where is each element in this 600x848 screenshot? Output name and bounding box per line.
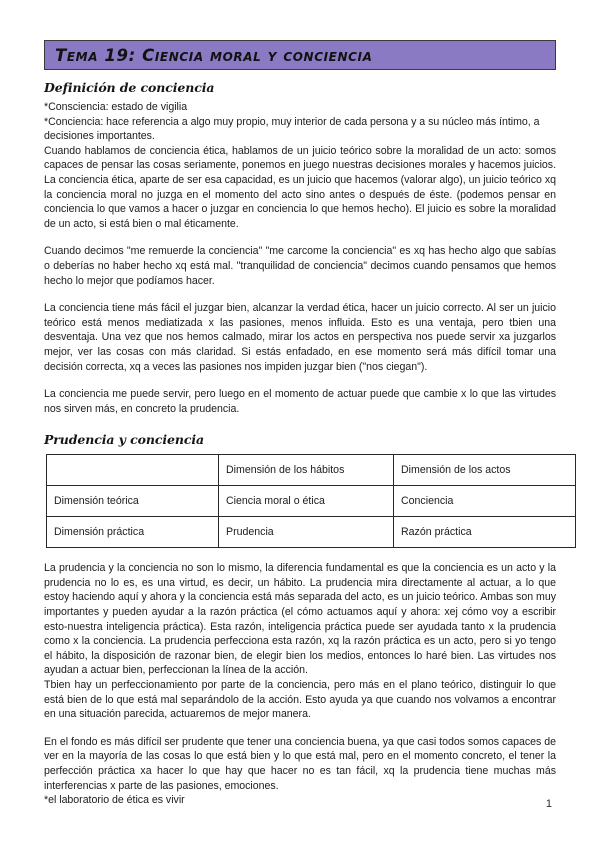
paragraph-dificultad-prudencia: En el fondo es más difícil ser prudente que tener una conciencia buena, ya que casi todos somos capaces de ver en la mayoría de las cosas lo que está bien y lo que está mal, pero en el momento concreto, el tener la perfección práctica xa hacer lo que hay que hacer no es tan fácil, xq la prudencia tiene muchas más interferencias x parte de las pasiones, emociones. (44, 735, 556, 792)
table-cell-razon-practica: Razón práctica (394, 517, 576, 548)
paragraph-consciencia-vigilia: *Consciencia: estado de vigilia (44, 101, 188, 113)
table-cell-ciencia-moral: Ciencia moral o ética (219, 486, 394, 517)
table-header-habitos: Dimensión de los hábitos (219, 455, 394, 486)
table-row (47, 517, 576, 548)
paragraph-laboratorio-etica: *el laboratorio de ética es vivir (44, 794, 185, 807)
table-cell-prudencia: Prudencia (219, 517, 394, 548)
paragraph-juzgar-bien: La conciencia tiene más fácil el juzgar bien, alcanzar la verdad ética, hacer un juicio correcto. Al ser un juicio teórico está menos mediatizada x las pasiones, menos influida. Esto es una ventaja, pero tbien una desventaja. Una vez que nos hemos calmado, mirar los actos en perspectiva nos puede servir xa juzgarlos mejor, ver las cosas con más claridad. Si estás enfadado, en ese momento será más difícil tomar una decisión correcta, xq a veces las pasiones nos impiden juzgar bien ("nos ciegan"). (44, 302, 556, 373)
section-heading-prudencia: Prudencia y conciencia (44, 432, 204, 448)
paragraph-prudencia-vs-conciencia: La prudencia y la conciencia no son lo mismo, la diferencia fundamental es que la conciencia es un acto y la prudencia no lo es, es una virtud, es decir, un hábito. La prudencia mira directamente al actuar, a lo que estoy haciendo aquí y ahora y la conciencia está más separada del acto, es un juicio teórico. Ambas son muy importantes y pueden ayudar a la razón práctica (el cómo actuamos aquí y ahora: xej cómo voy a escribir esto-nuestra inteligencia práctica). Esta razón, inteligencia práctica puede ser ayudada tanto x la prudencia como x la conciencia. La prudencia perfecciona esta razón, xq la razón práctica es un acto, pero si yo tengo el hábito, la disposición de razonar bien, de elegir bien los medios, entonces lo haré bien. Las virtudes nos ayudan a actuar bien, perfeccionan la línea de la acción. (44, 562, 556, 677)
paragraph-perfeccionamiento-conciencia: Tbien hay un perfeccionamiento por parte de la conciencia, pero más en el plano teórico, distinguir lo que está bien de lo que está mal separándolo de la acción. Esto ayuda ya que cuando nos volvamos a encontrar en una situación parecida, actuaremos de mejor manera. (44, 679, 556, 721)
table-cell-conciencia: Conciencia (394, 486, 576, 517)
title-banner (44, 40, 556, 70)
page-number: 1 (545, 798, 552, 810)
document-title: Tema 19: Ciencia moral y conciencia (55, 45, 373, 65)
table-row (47, 455, 576, 486)
paragraph-conciencia-etica: Cuando hablamos de conciencia ética, hablamos de un juicio teórico sobre la moralidad de un acto: somos capaces de pensar las cosas seriamente, ponemos en juego nuestras decisiones morales y hacemos juicios. La conciencia ética, aparte de ser esa capacidad, es un juicio que hacemos (valorar algo), un juicio teórico xq la conciencia moral no juzga en el momento del acto sino antes o después de éste. (podemos pensar en conciencia lo que vamos a hacer o juzgar en conciencia lo que hemos hecho). El juicio es sobre la moralidad de un acto, si está bien o mal éticamente. (44, 144, 556, 230)
table-rowheader-teorica: Dimensión teórica (47, 486, 219, 517)
table-rowheader-practica: Dimensión práctica (47, 517, 219, 548)
paragraph-conciencia-definicion: *Conciencia: hace referencia a algo muy propio, muy interior de cada persona y a su núcleo más íntimo, a decisiones importantes. (44, 115, 540, 143)
paragraph-remordimiento: Cuando decimos "me remuerde la conciencia" "me carcome la conciencia" es xq has hecho algo que sabías o deberías no haber hecho xq está mal. "tranquilidad de conciencia" decimos cuando pensamos que hemos hecho lo mejor que podíamos hacer. (44, 245, 556, 287)
paragraph-conciencia-prudencia-enlace: La conciencia me puede servir, pero luego en el momento de actuar puede que cambie x lo que las virtudes nos sirven más, en concreto la prudencia. (44, 388, 556, 415)
dimensiones-table (46, 454, 576, 548)
table-cell-empty (47, 455, 219, 486)
table-row (47, 486, 576, 517)
section-heading-definicion: Definición de conciencia (44, 80, 215, 95)
table-header-actos: Dimensión de los actos (394, 455, 576, 486)
